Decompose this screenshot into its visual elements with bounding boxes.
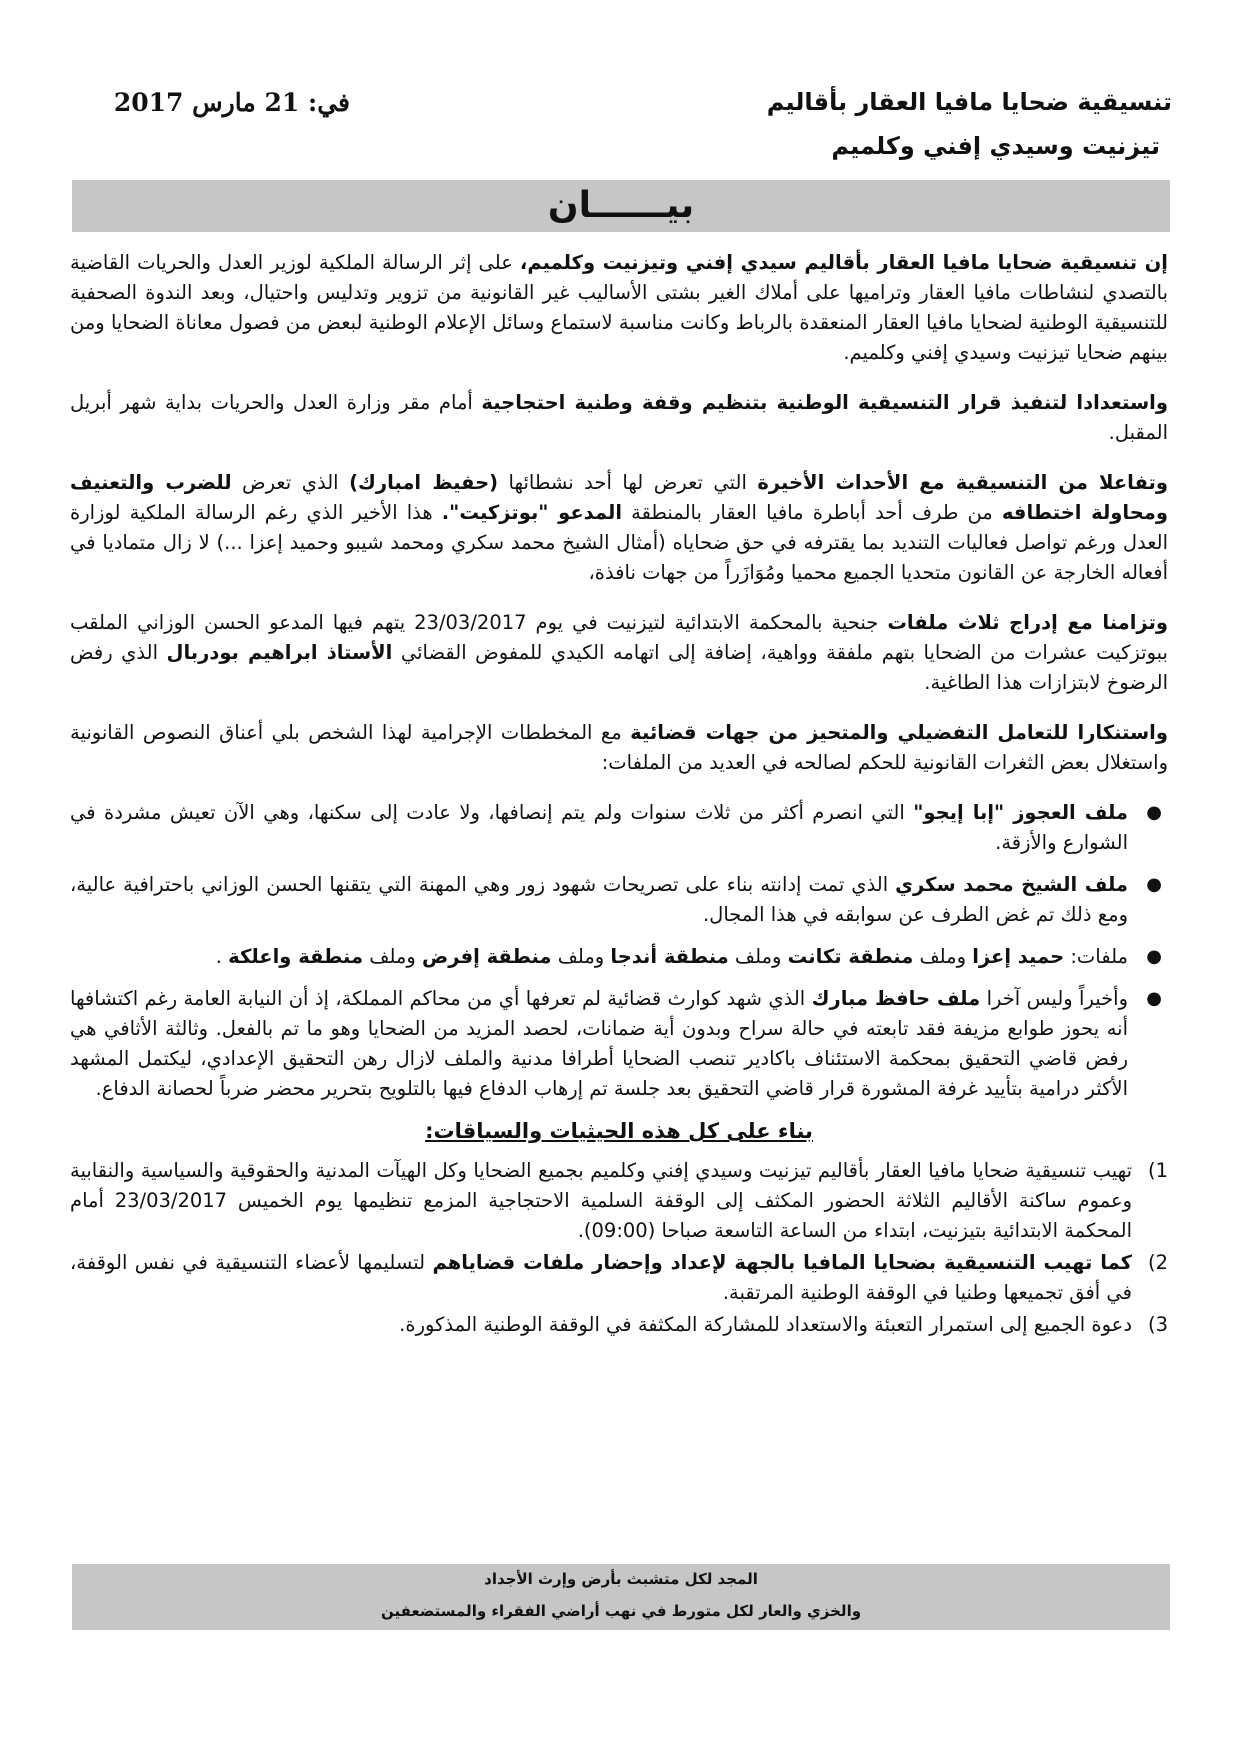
document-title: بيــــــان	[547, 185, 695, 226]
paragraph-3-bold-1: وتفاعلا من التنسيقية مع الأحداث الأخيرة	[757, 471, 1168, 494]
case-file-text: وملف	[551, 945, 611, 968]
case-file-text: وأخيراً وليس آخرا	[980, 987, 1128, 1010]
paragraph-2-bold: واستعدادا لتنفيذ قرار التنسيقية الوطنية بتنظيم وقفة وطنية احتجاجية	[481, 391, 1168, 414]
item-number: 3)	[1147, 1313, 1168, 1336]
document-date: في: 21 مارس 2017	[113, 88, 350, 117]
paragraph-3	[70, 468, 1168, 588]
demand-text: دعوة الجميع إلى استمرار التعبئة والاستعداد للمشاركة المكثفة في الوقفة الوطنية المذكورة.	[399, 1313, 1132, 1336]
case-file-title: ملف الشيخ محمد سكري	[895, 873, 1128, 896]
case-file-title: حميد إعزا	[972, 945, 1065, 968]
case-file-text: وملف	[913, 945, 973, 968]
organization-line-2: تيزنيت وسيدي إفني وكلميم	[831, 132, 1160, 160]
footer-line-1: المجد لكل متشبث بأرض وإرث الأجداد	[484, 1570, 758, 1588]
case-file-text: ملفات:	[1064, 945, 1128, 968]
case-file-text: وملف	[363, 945, 422, 968]
paragraph-1-text: على إثر الرسالة الملكية لوزير العدل والحريات القاضية بالتصدي لنشاطات مافيا العقار وتراميها على أملاك الغير بشتى الأساليب غير القانونية من تزوير وتدليس واحتيال، وبعد الندوة الصحفية للتنسيقية الوطنية لضحايا مافيا العقار المنعقدة بالرباط وكانت مناسبة لاستماع وسائل الإعلام الوطنية لبعض من فصول معاناة الضحايا ومن بينهم ضحايا تيزنيت وسيدي إفني وكلميم.	[70, 251, 1168, 364]
case-file-text: وملف	[728, 945, 788, 968]
case-file-title: منطقة واعلكة	[228, 945, 364, 968]
paragraph-3-text-3: من طرف أحد أباطرة مافيا العقار بالمنطقة	[622, 501, 1002, 524]
footer-bar	[72, 1564, 1170, 1630]
paragraph-4-bold-1: وتزامنا مع إدراج ثلاث ملفات	[887, 611, 1168, 634]
statement-body	[70, 248, 1168, 1342]
list-item	[70, 870, 1168, 930]
case-file-title: ملف حافظ مبارك	[811, 987, 981, 1010]
paragraph-1	[70, 248, 1168, 368]
paragraph-5-text: مع المخططات الإجرامية لهذا الشخص بلي أعناق النصوص القانونية واستغلال بعض الثغرات القانونية للحكم لصالحه في العديد من الملفات:	[70, 721, 1168, 774]
demands-list	[70, 1156, 1168, 1340]
case-file-title: ملف العجوز "إبا إيجو"	[913, 801, 1128, 824]
case-files-list	[70, 798, 1168, 1104]
demand-text: تهيب تنسيقية ضحايا مافيا العقار بأقاليم تيزنيت وسيدي إفني وكلميم بجميع الضحايا وكل الهيآت المدنية والحقوقية والسياسية والنقابية وعموم ساكنة الأقاليم الثلاثة الحضور المكثف إلى الوقفة السلمية الاحتجاجية المزمع تنظيمها يوم الخميس 23/03/2017 أمام المحكمة الابتدائية بتيزنيت، ابتداء من الساعة التاسعة صباحا (09:00).	[70, 1159, 1132, 1242]
list-item	[70, 984, 1168, 1104]
paragraph-3-text-1: التي تعرض لها أحد نشطائها	[498, 471, 758, 494]
paragraph-2-text: أمام مقر وزارة العدل والحريات بداية شهر أبريل المقبل.	[70, 391, 1168, 444]
item-number: 2)	[1147, 1251, 1168, 1274]
paragraph-4-text-2: الذي رفض الرضوخ لابتزازات هذا الطاغية.	[70, 641, 1168, 694]
case-file-title: منطقة أندجا	[610, 945, 729, 968]
section-subheading: بناء على كل هذه الحيثيات والسياقات:	[425, 1119, 813, 1143]
bullet-icon: ●	[1146, 874, 1162, 895]
list-item	[70, 1310, 1168, 1340]
demand-bold: كما تهيب التنسيقية بضحايا المافيا بالجهة لإعداد وإحضار ملفات قضاياهم	[432, 1251, 1132, 1274]
case-file-title: منطقة تكانت	[787, 945, 914, 968]
bullet-icon: ●	[1146, 802, 1162, 823]
bullet-icon: ●	[1146, 946, 1162, 967]
bullet-icon: ●	[1146, 988, 1162, 1009]
paragraph-3-bold-4: المدعو "بوتزكيت".	[441, 501, 623, 524]
item-number: 1)	[1147, 1159, 1168, 1182]
paragraph-4-text-1: جنحية بالمحكمة الابتدائية لتيزنيت في يوم 23/03/2017 يتهم فيها المدعو الحسن الوزاني الملقب ببوتزكيت عشرات من الضحايا بتهم ملفقة وواهية، إضافة إلى اتهامه الكيدي للمفوض القضائي	[70, 611, 1168, 664]
paragraph-1-bold: إن تنسيقية ضحايا مافيا العقار بأقاليم سيدي إفني وتيزنيت وكلميم،	[519, 251, 1168, 274]
case-file-text: الذي شهد كوارث قضائية لم تعرفها أي من محاكم المملكة، إذ أن النيابة العامة رغم اكتشافها أنه يحوز طوابع مزيفة فقد تابعته في حالة سراح وبدون أية ضمانات، لحصد المزيد من الضحايا وهو ما تم بالفعل. وثالثة الأثافي هي رفض قاضي التحقيق بمحكمة الاستئناف باكادير تنصب الضحايا أطرافا مدنية والملف لازال رهن التحقيق الإعدادي، ليكتمل المشهد الأكثر درامية بتأييد غرفة المشورة قرار قاضي التحقيق بعد جلسة تم إرهاب الدفاع فيها بالتلويح بتحرير محضر ضرباً لحصانة الدفاع.	[70, 987, 1128, 1100]
paragraph-5-bold: واستنكارا للتعامل التفضيلي والمتحيز من جهات قضائية	[630, 721, 1168, 744]
paragraph-4	[70, 608, 1168, 698]
paragraph-3-bold-3: للضرب والتعنيف ومحاولة اختطافه	[70, 471, 1168, 524]
organization-line-1: تنسيقية ضحايا مافيا العقار بأقاليم	[766, 88, 1172, 116]
case-file-text: .	[215, 945, 229, 968]
paragraph-3-text-2: الذي تعرض	[231, 471, 350, 494]
list-item	[70, 1156, 1168, 1246]
paragraph-2	[70, 388, 1168, 448]
paragraph-4-bold-2: الأستاذ ابراهيم بودربال	[166, 641, 393, 664]
case-file-text: الذي تمت إدانته بناء على تصريحات شهود زور وهي المهنة التي يتقنها الحسن الوزاني باحترافية عالية، ومع ذلك تم غض الطرف عن سوابقه في هذا المجال.	[70, 873, 1128, 926]
list-item	[70, 942, 1168, 972]
list-item	[70, 798, 1168, 858]
case-file-title: منطقة إفرض	[422, 945, 552, 968]
paragraph-3-text-4: هذا الأخير الذي رغم الرسالة الملكية لوزارة العدل ورغم تواصل فعاليات التنديد بما يقترفه في حق ضحاياه (أمثال الشيخ محمد سكري ومحمد شيبو وحميد إعزا ...) لا زال متماديا في أفعاله الخارجة عن القانون متحديا الجميع محميا ومُوَازَراً من جهات نافذة،	[70, 501, 1168, 584]
paragraph-3-bold-2: (حفيظ امبارك)	[349, 471, 499, 494]
organization-header	[612, 88, 1172, 160]
list-item	[70, 1248, 1168, 1308]
demand-text: لتسليمها لأعضاء التنسيقية في نفس الوقفة، في أفق تجميعها وطنيا في الوقفة الوطنية المرتقبة.	[70, 1251, 1132, 1304]
paragraph-5	[70, 718, 1168, 778]
footer-line-2: والخزي والعار لكل متورط في نهب أراضي الفقراء والمستضعفين	[380, 1602, 862, 1620]
title-bar	[72, 180, 1170, 232]
case-file-text: التي انصرم أكثر من ثلاث سنوات ولم يتم إنصافها، ولا عادت إلى سكنها، وهي الآن تعيش مشردة في الشوارع والأزقة.	[70, 801, 1128, 854]
